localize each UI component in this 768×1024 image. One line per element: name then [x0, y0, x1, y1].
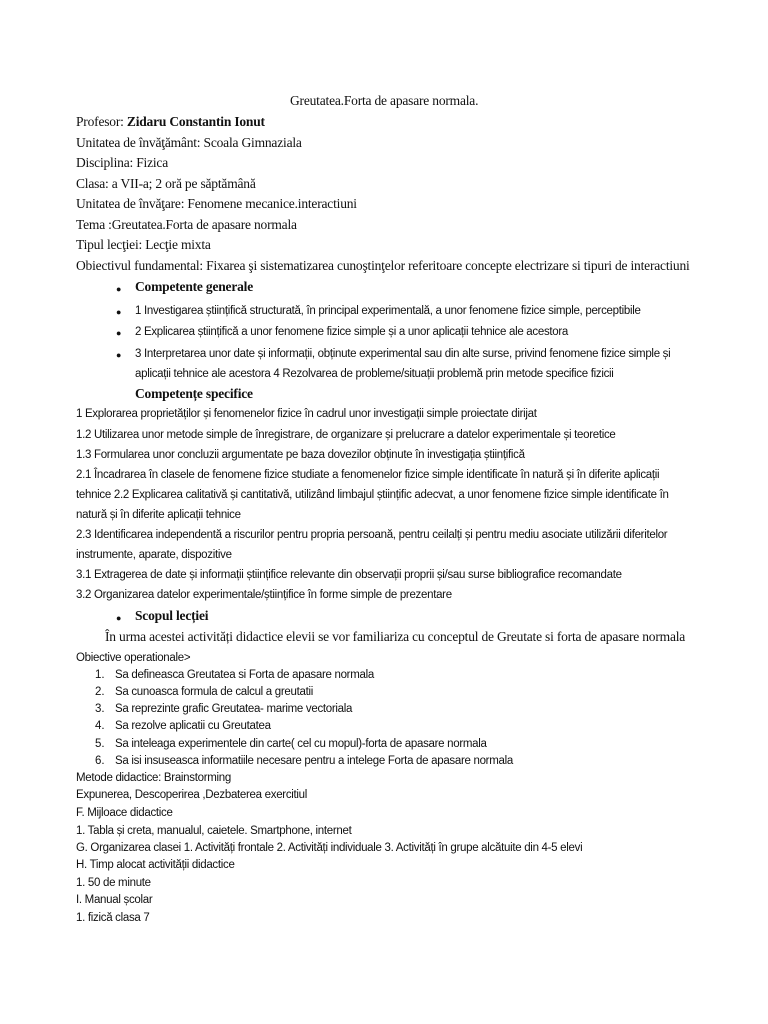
bullet-icon: ● — [116, 328, 122, 338]
mijloace-heading: F. Mijloace didactice — [76, 807, 173, 819]
competente-generale-heading: Competente generale — [135, 279, 254, 294]
competenta-generala-item: 2 Explicarea științifică a unor fenomene fizice simple și a unor aplicații tehnice ale acestora — [135, 326, 569, 338]
list-number: 2. — [95, 686, 105, 698]
mijloace-item: 1. Tabla și creta, manualul, caietele. Smartphone, internet — [76, 825, 352, 837]
metode-didactice: Metode didactice: Brainstorming — [76, 772, 231, 784]
competenta-specifica-item: 2.3 Identificarea independentă a riscurilor pentru propria persoană, pentru ceilalți și pentru mediu asociate utilizării diferitelor — [76, 529, 668, 541]
competenta-specifica-item: 1.3 Formularea unor concluzii argumentate pe baza dovezilor obținute în investigația științifică — [76, 449, 525, 461]
obiectiv-item: Sa isi insuseasca informatiile necesare pentru a intelege Forta de apasare normala — [115, 755, 513, 767]
scopul-text: În urma acestei activități didactice elevii se vor familiariza cu conceptul de Greutate si forta de apasare normala — [105, 629, 686, 644]
obiectiv-item: Sa rezolve aplicatii cu Greutatea — [115, 720, 271, 732]
list-number: 1. — [95, 669, 105, 681]
competenta-generala-item-cont: aplicații tehnice ale acestora 4 Rezolvarea de probleme/situații problemă prin metode specifice fizicii — [135, 368, 614, 380]
obiective-heading: Obiective operationale> — [76, 652, 191, 664]
tipul-lectiei: Tipul lecţiei: Lecţie mixta — [76, 237, 211, 252]
profesor-name: Zidaru Constantin Ionut — [126, 114, 265, 129]
clasa: Clasa: a VII-a; 2 oră pe săptămână — [76, 176, 256, 191]
scopul-heading: Scopul lecției — [135, 608, 209, 623]
competenta-specifica-item: tehnice 2.2 Explicarea calitativă și cantitativă, utilizând limbajul științific adecvat, a unor fenomene fizice simple identificate în — [76, 489, 669, 501]
list-number: 3. — [95, 703, 105, 715]
unitate-invatare: Unitatea de învăţare: Fenomene mecanice.interactiuni — [76, 196, 357, 211]
bullet-icon: ● — [116, 307, 122, 317]
profesor-label: Profesor: — [76, 114, 124, 129]
document-title: Greutatea.Forta de apasare normala. — [290, 93, 479, 108]
timp-item: 1. 50 de minute — [76, 877, 151, 889]
competenta-specifica-item: 1 Explorarea proprietăților și fenomenelor fizice în cadrul unor investigații simple proiectate dirijat — [76, 408, 537, 420]
competenta-specifica-item: instrumente, aparate, dispozitive — [76, 549, 232, 561]
bullet-icon: ● — [116, 284, 122, 294]
competente-specifice-heading: Competențe specifice — [135, 386, 253, 401]
obiectiv-item: Sa defineasca Greutatea si Forta de apasare normala — [115, 669, 374, 681]
timp-heading: H. Timp alocat activității didactice — [76, 859, 235, 871]
list-number: 4. — [95, 720, 105, 732]
bullet-icon: ● — [116, 613, 122, 623]
obiectiv-fundamental: Obiectivul fundamental: Fixarea şi sistematizarea cunoştinţelor referitoare concepte electrizare si tipuri de interactiuni — [76, 258, 690, 273]
manual-item: 1. fizică clasa 7 — [76, 912, 150, 924]
obiectiv-item: Sa reprezinte grafic Greutatea- marime vectoriala — [115, 703, 353, 715]
competenta-specifica-item: 2.1 Încadrarea în clasele de fenomene fizice studiate a fenomenelor fizice simple identificate în natură și în diferite aplicații — [76, 469, 660, 481]
list-number: 5. — [95, 738, 105, 750]
competenta-specifica-item: natură și în diferite aplicații tehnice — [76, 509, 241, 521]
competenta-specifica-item: 1.2 Utilizarea unor metode simple de înregistrare, de organizare și prelucrare a datelor experimentale și teoretice — [76, 429, 616, 441]
tema: Tema :Greutatea.Forta de apasare normala — [76, 217, 297, 232]
bullet-icon: ● — [116, 350, 122, 360]
manual-heading: I. Manual școlar — [76, 894, 153, 906]
metode-list: Expunerea, Descoperirea ,Dezbaterea exercitiul — [76, 789, 308, 801]
profesor-line — [76, 115, 265, 129]
competenta-specifica-item: 3.1 Extragerea de date și informații științifice relevante din observații proprii și/sau surse bibliografice recomandate — [76, 569, 622, 581]
competenta-specifica-item: 3.2 Organizarea datelor experimentale/științifice în forme simple de prezentare — [76, 589, 452, 601]
competenta-generala-item: 3 Interpretarea unor date și informații, obținute experimental sau din alte surse, privind fenomene fizice simple și — [135, 348, 671, 360]
disciplina: Disciplina: Fizica — [76, 155, 169, 170]
organizarea-clasei: G. Organizarea clasei 1. Activități frontale 2. Activități individuale 3. Activități în grupe alcătuite din 4-5 elevi — [76, 842, 583, 854]
competenta-generala-item: 1 Investigarea științifică structurată, în principal experimentală, a unor fenomene fizice simple, perceptibile — [135, 305, 641, 317]
unitate-invatamant: Unitatea de învăţământ: Scoala Gimnaziala — [76, 135, 302, 150]
obiectiv-item: Sa inteleaga experimentele din carte( cel cu mopul)-forta de apasare normala — [115, 738, 487, 750]
list-number: 6. — [95, 755, 105, 767]
obiectiv-item: Sa cunoasca formula de calcul a greutatii — [115, 686, 314, 698]
